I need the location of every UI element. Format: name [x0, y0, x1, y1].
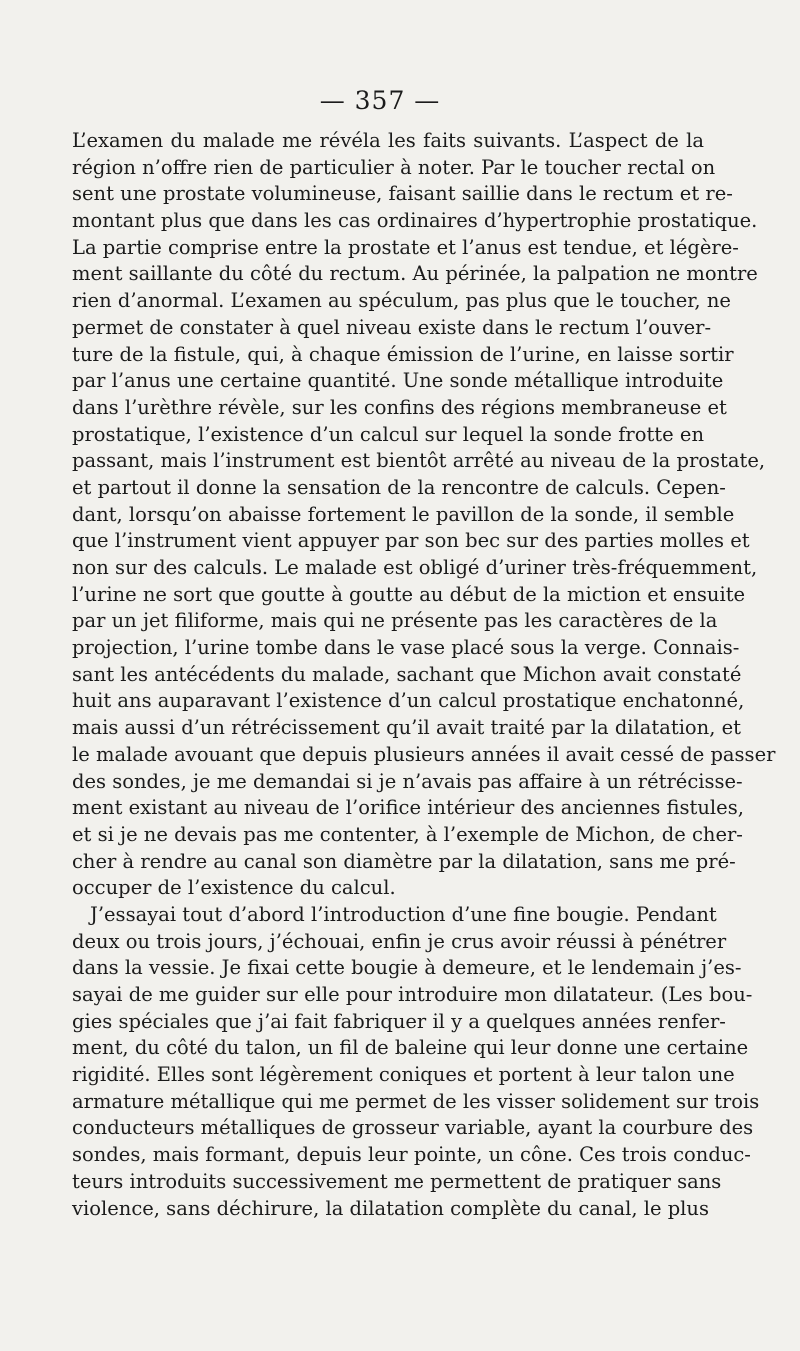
text-line: dans l’urèthre révèle, sur les confins des régions membraneuse et — [72, 395, 727, 419]
text-line: teurs introduits successivement me permettent de pratiquer sans — [72, 1169, 722, 1193]
text-line: l’urine ne sort que goutte à goutte au début de la miction et ensuite — [72, 582, 746, 606]
text-line: ment saillante du côté du rectum. Au périnée, la palpation ne montre — [72, 262, 758, 286]
text-line: La partie comprise entre la prostate et l’anus est tendue, et légère- — [72, 235, 739, 259]
text-line: cher à rendre au canal son diamètre par la dilatation, sans me pré- — [72, 849, 736, 873]
text-line: sant les antécédents du malade, sachant que Michon avait constaté — [72, 662, 742, 686]
text-line: dant, lorsqu’on abaisse fortement le pavillon de la sonde, il semble — [72, 502, 735, 526]
text-line: ment, du côté du talon, un fil de baleine qui leur donne une certaine — [72, 1036, 749, 1060]
text-line: montant plus que dans les cas ordinaires d’hypertrophie prostatique. — [72, 209, 758, 233]
text-line: le malade avouant que depuis plusieurs années il avait cessé de passer — [72, 742, 776, 766]
paragraph — [72, 128, 776, 902]
text-line: L’examen du malade me révéla les faits suivants. L’aspect de la — [72, 129, 704, 152]
text-line: occuper de l’existence du calcul. — [72, 876, 396, 900]
text-line: sondes, mais formant, depuis leur pointe, un cône. Ces trois conduc- — [72, 1143, 751, 1167]
text-line: par un jet filiforme, mais qui ne présente pas les caractères de la — [72, 609, 718, 633]
page-number: — 357 — — [319, 86, 441, 115]
paragraph — [72, 902, 760, 1222]
text-line: huit ans auparavant l’existence d’un calcul prostatique enchatonné, — [72, 689, 745, 713]
text-line: deux ou trois jours, j’échouai, enfin je crus avoir réussi à pénétrer — [72, 929, 727, 953]
text-line: ment existant au niveau de l’orifice intérieur des anciennes fistules, — [72, 796, 744, 820]
text-line: permet de constater à quel niveau existe dans le rectum l’ouver- — [72, 315, 712, 339]
text-line: ture de la fistule, qui, à chaque émission de l’urine, en laisse sortir — [72, 342, 734, 366]
text-line: conducteurs métalliques de grosseur variable, ayant la courbure des — [72, 1116, 754, 1140]
text-line: région n’offre rien de particulier à noter. Par le toucher rectal on — [72, 155, 716, 179]
text-line: projection, l’urine tombe dans le vase placé sous la verge. Connais- — [72, 636, 740, 660]
text-line: violence, sans déchirure, la dilatation complète du canal, le plus — [72, 1196, 709, 1220]
text-line: non sur des calculs. Le malade est obligé d’uriner très-fréquemment, — [72, 556, 758, 579]
text-line: J’essayai tout d’abord l’introduction d’une fine bougie. Pendant — [90, 902, 717, 926]
text-line: sent une prostate volumineuse, faisant saillie dans le rectum et re- — [72, 182, 733, 206]
text-line: prostatique, l’existence d’un calcul sur lequel la sonde frotte en — [72, 422, 704, 446]
body-text — [72, 128, 776, 1222]
text-line: rigidité. Elles sont légèrement coniques et portent à leur talon une — [72, 1063, 735, 1087]
text-line: et si je ne devais pas me contenter, à l’exemple de Michon, de cher- — [72, 822, 743, 846]
text-line: mais aussi d’un rétrécissement qu’il avait traité par la dilatation, et — [72, 716, 742, 740]
text-line: et partout il donne la sensation de la rencontre de calculs. Cepen- — [72, 475, 726, 499]
text-line: gies spéciales que j’ai fait fabriquer il y a quelques années renfer- — [72, 1009, 726, 1033]
text-line: rien d’anormal. L’examen au spéculum, pas plus que le toucher, ne — [72, 289, 731, 313]
text-line: que l’instrument vient appuyer par son bec sur des parties molles et — [72, 529, 750, 553]
text-line: dans la vessie. Je fixai cette bougie à demeure, et le lendemain j’es- — [72, 956, 742, 980]
text-line: armature métallique qui me permet de les visser solidement sur trois — [72, 1089, 760, 1113]
text-line: passant, mais l’instrument est bientôt arrêté au niveau de la prostate, — [72, 449, 766, 473]
text-line: par l’anus une certaine quantité. Une sonde métallique introduite — [72, 369, 724, 393]
text-line: sayai de me guider sur elle pour introduire mon dilatateur. (Les bou- — [72, 983, 753, 1006]
text-line: des sondes, je me demandai si je n’avais pas affaire à un rétrécisse- — [72, 769, 743, 793]
